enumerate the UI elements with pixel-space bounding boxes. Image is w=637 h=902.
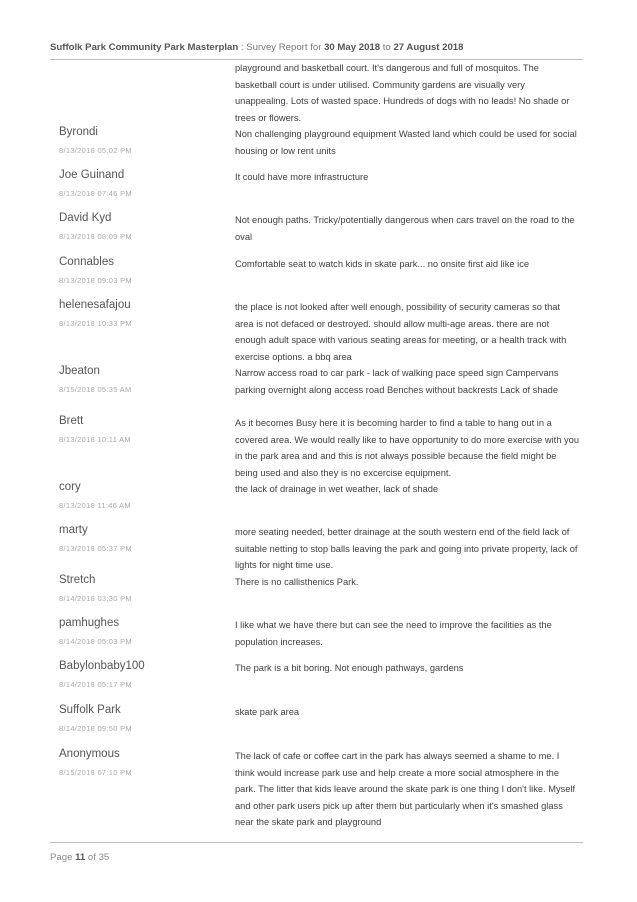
response-comment: Comfortable seat to watch kids in skate park... no onsite first aid like ice bbox=[235, 259, 530, 269]
response-comment: As it becomes Busy here it is becoming harder to find a table to hang out in a covered area. We would really like to have opportunity to do more exercise with you in the park area and and this is not always possible because the field might be being used and also they is no excercise equipment. bbox=[235, 418, 579, 478]
response-timestamp: 8/13/2018 07:46 PM bbox=[59, 189, 132, 198]
response-comment: playground and basketball court. It's dangerous and full of mosquitos. The basketball court is under utilised. Community gardens are visually very unappealing. Lots of wasted space. Hundreds of dogs with no leads! No shade or trees or flowers. bbox=[235, 63, 570, 123]
current-page-number: 11 bbox=[75, 852, 86, 863]
respondent-name: cory bbox=[59, 481, 81, 493]
response-comment: It could have more infrastructure bbox=[235, 172, 369, 182]
response-timestamp: 8/15/2018 05:35 AM bbox=[59, 385, 132, 394]
response-comment: The park is a bit boring. Not enough pathways, gardens bbox=[235, 663, 464, 673]
response-comment: the place is not looked after well enough, possibility of security cameras so that area is not defaced or destroyed. should allow multi-age areas. there are not enough adult space with various seating areas for meeting, or a health track with exercise options. a bbq area bbox=[235, 302, 567, 362]
response-comment: The lack of cafe or coffee cart in the park has always seemed a shame to me. I think would increase park use and help create a more social atmosphere in the park. The litter that kids leave around the skate park is one thing I don't like. Myself and other park users pick up after them but particularly when it's smashed glass near the skate park and playground bbox=[235, 751, 576, 828]
total-pages: 35 bbox=[98, 852, 110, 863]
footer-divider bbox=[50, 842, 583, 843]
respondent-name: Stretch bbox=[59, 574, 96, 586]
response-timestamp: 8/15/2018 07:10 PM bbox=[59, 768, 132, 777]
to-word: to bbox=[382, 42, 391, 53]
report-title: Suffolk Park Community Park Masterplan bbox=[50, 42, 239, 53]
response-comment: Non challenging playground equipment Wasted land which could be used for social housing or low rent units bbox=[235, 129, 577, 156]
respondent-name: Joe Guinand bbox=[59, 169, 125, 181]
respondent-name: Babylonbaby100 bbox=[59, 660, 145, 672]
respondent-name: Byrondi bbox=[59, 126, 98, 138]
header-separator: : bbox=[240, 42, 244, 53]
respondent-name: helenesafajou bbox=[59, 299, 131, 311]
start-date: 30 May 2018 bbox=[324, 42, 381, 53]
respondent-name: David Kyd bbox=[59, 212, 112, 224]
response-timestamp: 8/13/2018 08:09 PM bbox=[59, 232, 132, 241]
response-timestamp: 8/13/2018 10:33 PM bbox=[59, 319, 132, 328]
page-label: Page bbox=[50, 852, 73, 863]
response-comment: I like what we have there but can see the need to improve the facilities as the population increases. bbox=[235, 620, 552, 647]
respondent-name: Anonymous bbox=[59, 748, 120, 760]
response-timestamp: 8/14/2018 05:17 PM bbox=[59, 680, 132, 689]
response-timestamp: 8/13/2018 10:11 AM bbox=[59, 435, 131, 444]
page-footer bbox=[50, 852, 109, 863]
respondent-name: Suffolk Park bbox=[59, 704, 121, 716]
response-comment: more seating needed, better drainage at the south western end of the field lack of suitable netting to stop balls leaving the park and going into private property, lack of lights for night time use. bbox=[235, 527, 578, 571]
end-date: 27 August 2018 bbox=[393, 42, 464, 53]
respondent-name: pamhughes bbox=[59, 617, 120, 629]
response-comment: There is no callisthenics Park. bbox=[235, 577, 359, 587]
of-word: of bbox=[87, 852, 96, 863]
response-timestamp: 8/14/2018 03:30 PM bbox=[59, 594, 132, 603]
response-timestamp: 8/14/2018 09:50 PM bbox=[59, 724, 132, 733]
response-comment: Narrow access road to car park - lack of walking pace speed sign Campervans parking overnight along access road Benches without backrests Lack of shade bbox=[235, 368, 559, 395]
respondent-name: Jbeaton bbox=[59, 365, 100, 377]
response-comment: Not enough paths. Tricky/potentially dangerous when cars travel on the road to the oval bbox=[235, 215, 575, 242]
response-timestamp: 8/13/2018 09:03 PM bbox=[59, 276, 132, 285]
response-timestamp: 8/14/2018 05:03 PM bbox=[59, 637, 132, 646]
response-comment: skate park area bbox=[235, 707, 300, 717]
response-timestamp: 8/13/2018 05:37 PM bbox=[59, 544, 132, 553]
respondent-name: Brett bbox=[59, 415, 84, 427]
page-header bbox=[50, 42, 463, 53]
respondent-name: marty bbox=[59, 524, 88, 536]
respondent-name: Connables bbox=[59, 256, 114, 268]
response-comment: the lack of drainage in wet weather, lack of shade bbox=[235, 484, 439, 494]
report-label: Survey Report for bbox=[246, 42, 322, 53]
response-timestamp: 8/13/2018 11:46 AM bbox=[59, 501, 131, 510]
response-timestamp: 8/13/2018 05:02 PM bbox=[59, 146, 132, 155]
